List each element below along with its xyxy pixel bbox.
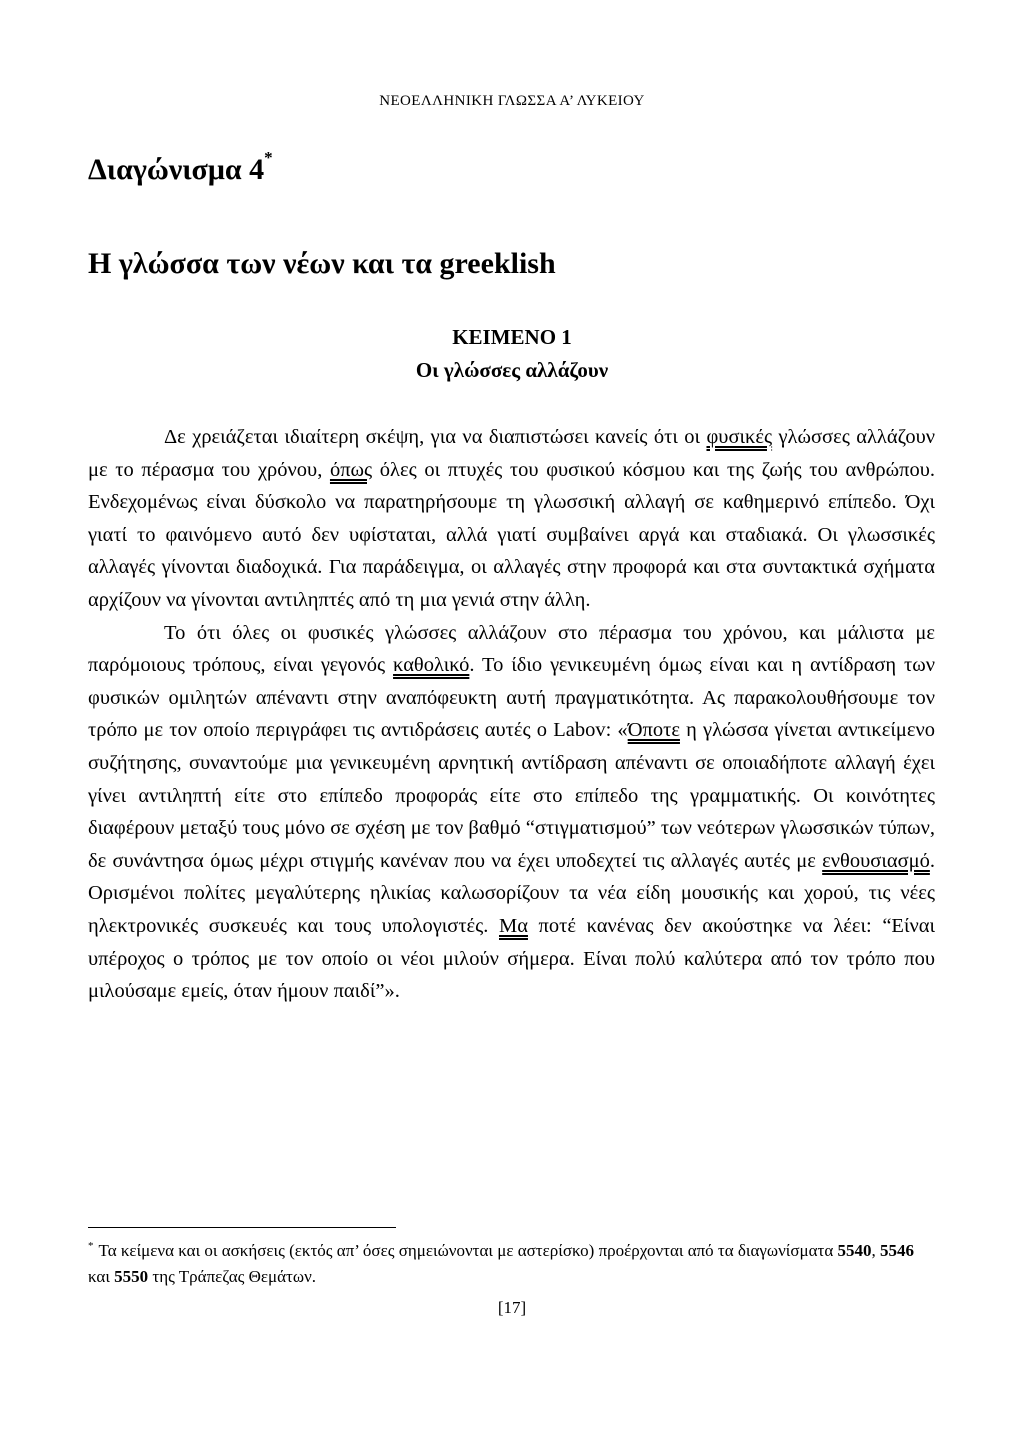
p1-text-c: όλες οι πτυχές του φυσικού κόσμου και της ζωής του ανθρώπου. Ενδεχομένως είναι δύσκολο να παρατηρήσουμε τη γλωσσική αλλαγή σε καθημερινό επίπεδο. Όχι γιατί το φαινόμενο αυτό δεν υφίσταται, αλλά γιατί συμβαίνει αργά και σταδιακά. Οι γλωσσικές αλλαγές γίνονται διαδοχικά. Για παράδειγμα, οι αλλαγές στην προφορά και στα συντακτικά σχήματα αρχίζουν να γίνονται αντιληπτές από τη μια γενιά στην άλλη. <box>88 458 935 611</box>
p1-text-b: γλώσσες αλλάζουν με το πέρασμα του χρόνου, <box>88 426 936 481</box>
p2-text-b: . Το ίδιο γενικευμένη όμως είναι και η αντίδραση των φυσικών ομιλητών απέναντι στην αναπόφευκτη αυτή πραγματικότητα. Ας παρακολουθήσουμε τον τρόπο με τον οποίο περιγράφει τις αντιδράσεις αυτές ο Labov: « <box>88 654 936 742</box>
underlined-word: καθολικό <box>393 654 470 677</box>
test-number: 5550 <box>114 1267 149 1286</box>
exam-title-text: Διαγώνισμα 4 <box>88 153 265 186</box>
paragraph-1 <box>88 421 935 617</box>
underlined-word: Μα <box>499 914 528 937</box>
footnote <box>88 1238 935 1290</box>
p1-text-a: Δε χρειάζεται ιδιαίτερη σκέψη, για να διαπιστώσει κανείς ότι οι <box>164 426 707 448</box>
footnote-marker: * <box>88 1240 94 1252</box>
underlined-word: φυσικές <box>706 426 773 448</box>
underlined-word: όπως <box>329 458 373 481</box>
underlined-word: ενθουσιασμό <box>822 849 930 872</box>
test-number: 5546 <box>880 1241 915 1260</box>
p2-text-c: η γλώσσα γίνεται αντικείμενο συζήτησης, συναντούμε μια γενικευμένη αρνητική αντίδραση απέναντι σε οποιαδήποτε αλλαγή έχει γίνει αντιληπτή είτε στο επίπεδο προφοράς είτε στο επίπεδο της γραμματικής. Οι κοινότητες διαφέρουν μεταξύ τους μόνο σε σχέση με τον βαθμό “στιγματισμού” των νεότερων γλωσσικών τύπων, δε συνάντησα όμως μέχρι στιγμής κανέναν που να έχει υποδεχτεί τις αλλαγές αυτές με <box>88 719 935 872</box>
p2-text-d: . Ορισμένοι πολίτες μεγαλύτερης ηλικίας καλωσορίζουν τα νέα είδη μουσικής και χορού, τις νέες ηλεκτρονικές συσκευές και τους υπολογιστές. <box>88 849 935 937</box>
page-number: [17] <box>497 1298 527 1317</box>
footnote-sep: , <box>871 1241 881 1260</box>
text-subheading: Οι γλώσσες αλλάζουν <box>415 358 609 382</box>
footnote-text-a: Τα κείμενα και οι ασκήσεις (εκτός απ’ όσες σημειώνονται με αστερίσκο) προέρχονται από τα διαγωνίσματα <box>98 1241 838 1260</box>
running-head: ΝΕΟΕΛΛΗΝΙΚΗ ΓΛΩΣΣΑ Α’ ΛΥΚΕΙΟΥ <box>379 93 645 109</box>
unit-title: Η γλώσσα των νέων και τα greeklish <box>88 247 556 280</box>
exam-title <box>88 150 273 190</box>
p2-text-e: ποτέ κανένας δεν ακούστηκε να λέει: “Είναι υπέροχος ο τρόπος με τον οποίο οι νέοι μιλούν σήμερα. Είναι πολύ καλύτερα από τον τρόπο που μιλούσαμε εμείς, όταν ήμουν παιδί”». <box>88 914 935 1003</box>
paragraph-2 <box>88 617 935 1008</box>
footnote-ref: * <box>264 148 273 167</box>
body-text <box>88 421 935 1008</box>
text-heading: ΚΕΙΜΕΝΟ 1 <box>452 325 572 349</box>
test-number: 5540 <box>837 1241 872 1260</box>
p2-text-a: Το ότι όλες οι φυσικές γλώσσες αλλάζουν στο πέρασμα του χρόνου, και μάλιστα με παρόμοιους τρόπους, είναι γεγονός <box>88 621 935 677</box>
footnote-divider <box>88 1227 396 1228</box>
footnote-sep: και <box>88 1267 115 1286</box>
underlined-word: Όποτε <box>627 719 680 742</box>
footnote-text-b: της Τράπεζας Θεμάτων. <box>148 1267 317 1286</box>
